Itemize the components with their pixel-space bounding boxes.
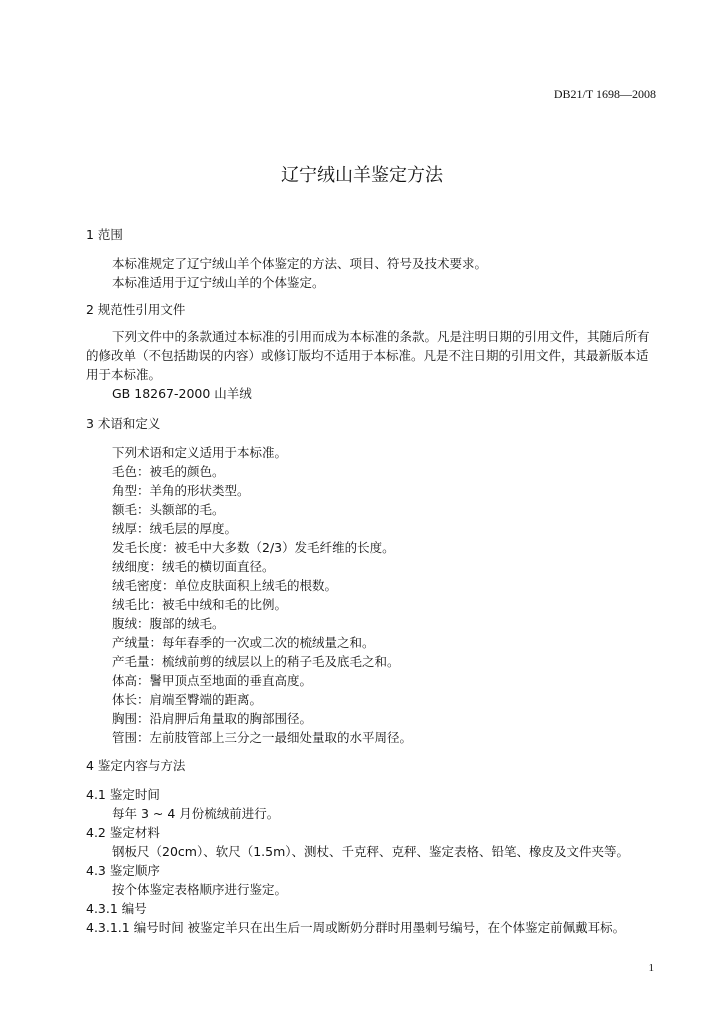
section-heading: 2 规范性引用文件 [86,302,186,317]
section-terms [86,414,658,747]
term-item: 角型：羊角的形状类型。 [112,483,250,498]
standard-number: DB21/T 1698—2008 [553,87,656,101]
term-item: 毛色：被毛的颜色。 [112,464,225,479]
subsection-heading: 4.3.1 编号 [86,901,147,916]
term-item: 绒细度：绒毛的横切面直径。 [112,559,275,574]
paragraph: 钢板尺（20cm）、软尺（1.5m）、测杖、千克秤、克秤、鉴定表格、铅笔、橡皮及文件夹等。 [112,844,630,859]
term-item: 绒毛密度：单位皮肤面积上绒毛的根数。 [112,578,338,593]
paragraph: 本标准适用于辽宁绒山羊的个体鉴定。 [112,275,325,290]
term-item: 绒厚：绒毛层的厚度。 [112,521,238,536]
subsection-heading: 4.3 鉴定顺序 [86,863,160,878]
subsection-heading: 4.2 鉴定材料 [86,825,160,840]
section-methods [86,756,658,937]
section-heading: 3 术语和定义 [86,416,161,431]
term-item: 腹绒：腹部的绒毛。 [112,616,225,631]
term-item: 绒毛比：被毛中绒和毛的比例。 [112,597,288,612]
term-item: 发毛长度：被毛中大多数（2/3）发毛纤维的长度。 [112,540,395,555]
page-number: 1 [648,962,654,974]
section-heading: 4 鉴定内容与方法 [86,758,186,773]
section-references [86,300,658,403]
paragraph: 下列术语和定义适用于本标准。 [112,445,288,460]
paragraph: 每年 3 ~ 4 月份梳绒前进行。 [112,806,280,821]
section-heading: 1 范围 [86,227,123,242]
term-item: 体高：鬐甲顶点至地面的垂直高度。 [112,673,313,688]
paragraph: 4.3.1.1 编号时间 被鉴定羊只在出生后一周或断奶分群时用墨刺号编号，在个体鉴定前佩戴耳标。 [86,920,626,935]
term-item: 胸围：沿肩胛后角量取的胸部围径。 [112,711,313,726]
subsection-heading: 4.1 鉴定时间 [86,787,160,802]
term-item: 额毛：头额部的毛。 [112,502,225,517]
paragraph: 下列文件中的条款通过本标准的引用而成为本标准的条款。凡是注明日期的引用文件，其随后所有的修改单（不包括勘误的内容）或修订版均不适用于本标准。凡是不注日期的引用文件，其最新版本适用于本标准。 [86,329,650,382]
paragraph: 按个体鉴定表格顺序进行鉴定。 [112,882,288,897]
term-item: 管围：左前肢管部上三分之一最细处量取的水平周径。 [112,730,413,745]
term-item: 体长：肩端至臀端的距离。 [112,692,263,707]
document-title: 辽宁绒山羊鉴定方法 [281,165,443,186]
paragraph: 本标准规定了辽宁绒山羊个体鉴定的方法、项目、符号及技术要求。 [112,256,488,271]
section-scope [86,225,658,292]
term-item: 产绒量：每年春季的一次或二次的梳绒量之和。 [112,635,375,650]
reference-item: GB 18267-2000 山羊绒 [112,386,252,401]
term-item: 产毛量：梳绒前剪的绒层以上的稍子毛及底毛之和。 [112,654,400,669]
